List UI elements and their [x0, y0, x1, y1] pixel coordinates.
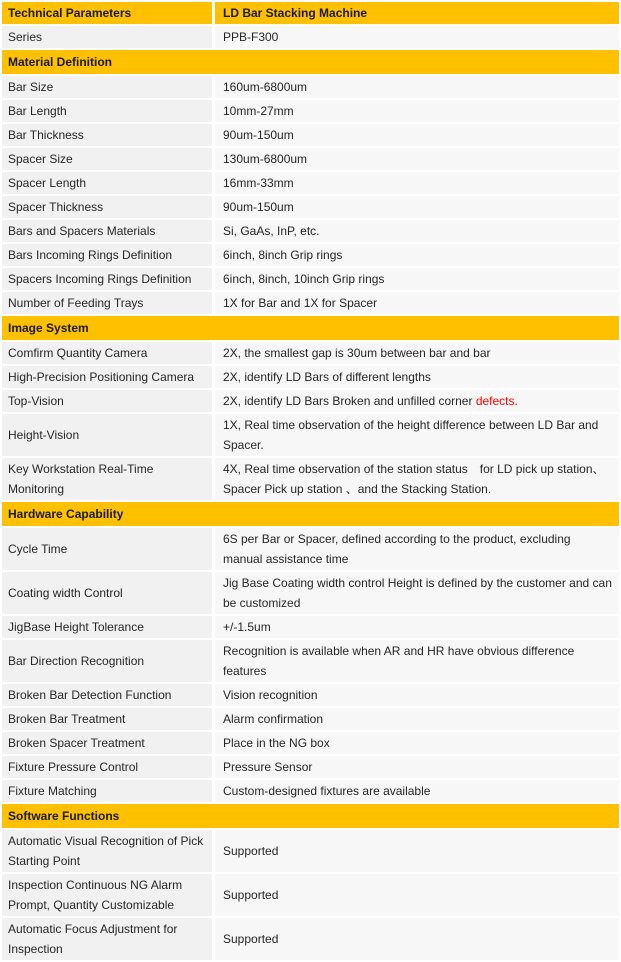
- spec-param: Spacer Size: [2, 148, 215, 170]
- spec-value-text: 160um-6800um: [223, 80, 308, 94]
- spec-param: Spacer Length: [2, 172, 215, 194]
- spec-value-text: 6inch, 8inch Grip rings: [223, 248, 343, 262]
- spec-row: [2, 196, 619, 218]
- spec-row: [2, 414, 619, 456]
- spec-param: Number of Feeding Trays: [2, 292, 215, 314]
- spec-row: [2, 708, 619, 730]
- spec-table-body: [2, 2, 619, 960]
- spec-value-text: Custom-designed fixtures are available: [223, 784, 431, 798]
- spec-value-text: Jig Base Coating width control Height is defined by the customer and can be customized: [223, 576, 612, 610]
- section-row: [2, 502, 619, 526]
- spec-value-text: 90um-150um: [223, 128, 294, 142]
- spec-param: Spacers Incoming Rings Definition: [2, 268, 215, 290]
- spec-row: [2, 244, 619, 266]
- spec-value: [215, 756, 619, 778]
- spec-value: [215, 732, 619, 754]
- spec-param: Key Workstation Real-Time Monitoring: [2, 458, 215, 500]
- spec-param: Height-Vision: [2, 414, 215, 456]
- spec-row: [2, 918, 619, 960]
- spec-param: High-Precision Positioning Camera: [2, 366, 215, 388]
- spec-row: [2, 640, 619, 682]
- spec-value: [215, 572, 619, 614]
- section-row: [2, 50, 619, 74]
- spec-param: Bar Length: [2, 100, 215, 122]
- spec-param: Fixture Pressure Control: [2, 756, 215, 778]
- spec-param: Bar Direction Recognition: [2, 640, 215, 682]
- spec-param: Bar Size: [2, 76, 215, 98]
- spec-row: [2, 458, 619, 500]
- section-title: Image System: [2, 316, 619, 340]
- section-title: Software Functions: [2, 804, 619, 828]
- spec-value-text: PPB-F300: [223, 30, 279, 44]
- spec-row: [2, 148, 619, 170]
- spec-value: [215, 26, 619, 48]
- spec-value: [215, 366, 619, 388]
- spec-value-text: 1X, Real time observation of the height difference between LD Bar and Spacer.: [223, 418, 599, 452]
- spec-row: [2, 684, 619, 706]
- spec-value: [215, 220, 619, 242]
- spec-row: [2, 268, 619, 290]
- spec-value-text: 2X, identify LD Bars of different lengths: [223, 370, 431, 384]
- spec-value: [215, 124, 619, 146]
- spec-value: [215, 390, 619, 412]
- spec-value-text: Alarm confirmation: [223, 712, 324, 726]
- spec-value-text: 6S per Bar or Spacer, defined according to the product, excluding manual assistance time: [223, 532, 571, 566]
- spec-value: [215, 458, 619, 500]
- spec-row: [2, 874, 619, 916]
- spec-value: [215, 684, 619, 706]
- spec-value-text: Recognition is available when AR and HR have obvious difference features: [223, 644, 575, 678]
- spec-row: [2, 220, 619, 242]
- spec-value-text: Supported: [223, 844, 279, 858]
- spec-value: [215, 640, 619, 682]
- spec-param: Top-Vision: [2, 390, 215, 412]
- spec-value-text: 2X, identify LD Bars Broken and unfilled corner: [223, 394, 476, 408]
- section-row: [2, 804, 619, 828]
- spec-row: [2, 756, 619, 778]
- spec-row: [2, 830, 619, 872]
- spec-value-text: Vision recognition: [223, 688, 318, 702]
- spec-param: Broken Spacer Treatment: [2, 732, 215, 754]
- spec-row: [2, 26, 619, 48]
- spec-param: Broken Bar Detection Function: [2, 684, 215, 706]
- spec-value: [215, 830, 619, 872]
- spec-value-text: 16mm-33mm: [223, 176, 294, 190]
- spec-value: [215, 918, 619, 960]
- spec-param: Fixture Matching: [2, 780, 215, 802]
- spec-value-text: 1X for Bar and 1X for Spacer: [223, 296, 378, 310]
- spec-param: Automatic Focus Adjustment for Inspection: [2, 918, 215, 960]
- spec-value-red-text: defects.: [475, 394, 518, 408]
- spec-value: [215, 268, 619, 290]
- spec-value: [215, 172, 619, 194]
- spec-row: [2, 390, 619, 412]
- spec-row: [2, 292, 619, 314]
- spec-value-text: +/-1.5um: [223, 620, 271, 634]
- spec-param: Coating width Control: [2, 572, 215, 614]
- spec-param: Series: [2, 26, 215, 48]
- spec-value: [215, 528, 619, 570]
- spec-value-text: 6inch, 8inch, 10inch Grip rings: [223, 272, 385, 286]
- spec-param: Automatic Visual Recognition of Pick Starting Point: [2, 830, 215, 872]
- spec-value-text: 10mm-27mm: [223, 104, 294, 118]
- spec-value: [215, 708, 619, 730]
- section-row: [2, 316, 619, 340]
- spec-value-text: Supported: [223, 888, 279, 902]
- spec-row: [2, 76, 619, 98]
- technical-parameters-table: [2, 0, 619, 962]
- spec-param: Bar Thickness: [2, 124, 215, 146]
- spec-value: [215, 874, 619, 916]
- spec-value: [215, 196, 619, 218]
- spec-value: [215, 414, 619, 456]
- spec-param: JigBase Height Tolerance: [2, 616, 215, 638]
- spec-param: Spacer Thickness: [2, 196, 215, 218]
- table-header-row: [2, 2, 619, 24]
- spec-row: [2, 780, 619, 802]
- spec-value: [215, 292, 619, 314]
- spec-row: [2, 342, 619, 364]
- spec-param: Comfirm Quantity Camera: [2, 342, 215, 364]
- section-title: Hardware Capability: [2, 502, 619, 526]
- spec-row: [2, 528, 619, 570]
- spec-value-text: Pressure Sensor: [223, 760, 313, 774]
- spec-value-text: Place in the NG box: [223, 736, 330, 750]
- spec-row: [2, 124, 619, 146]
- spec-value: [215, 76, 619, 98]
- spec-row: [2, 100, 619, 122]
- spec-value: [215, 148, 619, 170]
- spec-value: [215, 616, 619, 638]
- table-header-value: LD Bar Stacking Machine: [215, 2, 619, 24]
- table-header-param: Technical Parameters: [2, 2, 215, 24]
- spec-row: [2, 572, 619, 614]
- spec-param: Broken Bar Treatment: [2, 708, 215, 730]
- spec-param: Bars Incoming Rings Definition: [2, 244, 215, 266]
- spec-value: [215, 780, 619, 802]
- spec-row: [2, 732, 619, 754]
- spec-value-text: Si, GaAs, InP, etc.: [223, 224, 320, 238]
- spec-value-text: Supported: [223, 932, 279, 946]
- spec-value: [215, 342, 619, 364]
- spec-value: [215, 100, 619, 122]
- spec-row: [2, 616, 619, 638]
- spec-param: Cycle Time: [2, 528, 215, 570]
- spec-value-text: 2X, the smallest gap is 30um between bar and bar: [223, 346, 491, 360]
- spec-value-text: 90um-150um: [223, 200, 294, 214]
- spec-value-text: 130um-6800um: [223, 152, 308, 166]
- spec-param: Bars and Spacers Materials: [2, 220, 215, 242]
- spec-row: [2, 366, 619, 388]
- spec-value: [215, 244, 619, 266]
- spec-row: [2, 172, 619, 194]
- spec-param: Inspection Continuous NG Alarm Prompt, Quantity Customizable: [2, 874, 215, 916]
- section-title: Material Definition: [2, 50, 619, 74]
- spec-value-text: 4X, Real time observation of the station status for LD pick up station、Spacer Pick up station 、and the Stacking Station.: [223, 462, 605, 496]
